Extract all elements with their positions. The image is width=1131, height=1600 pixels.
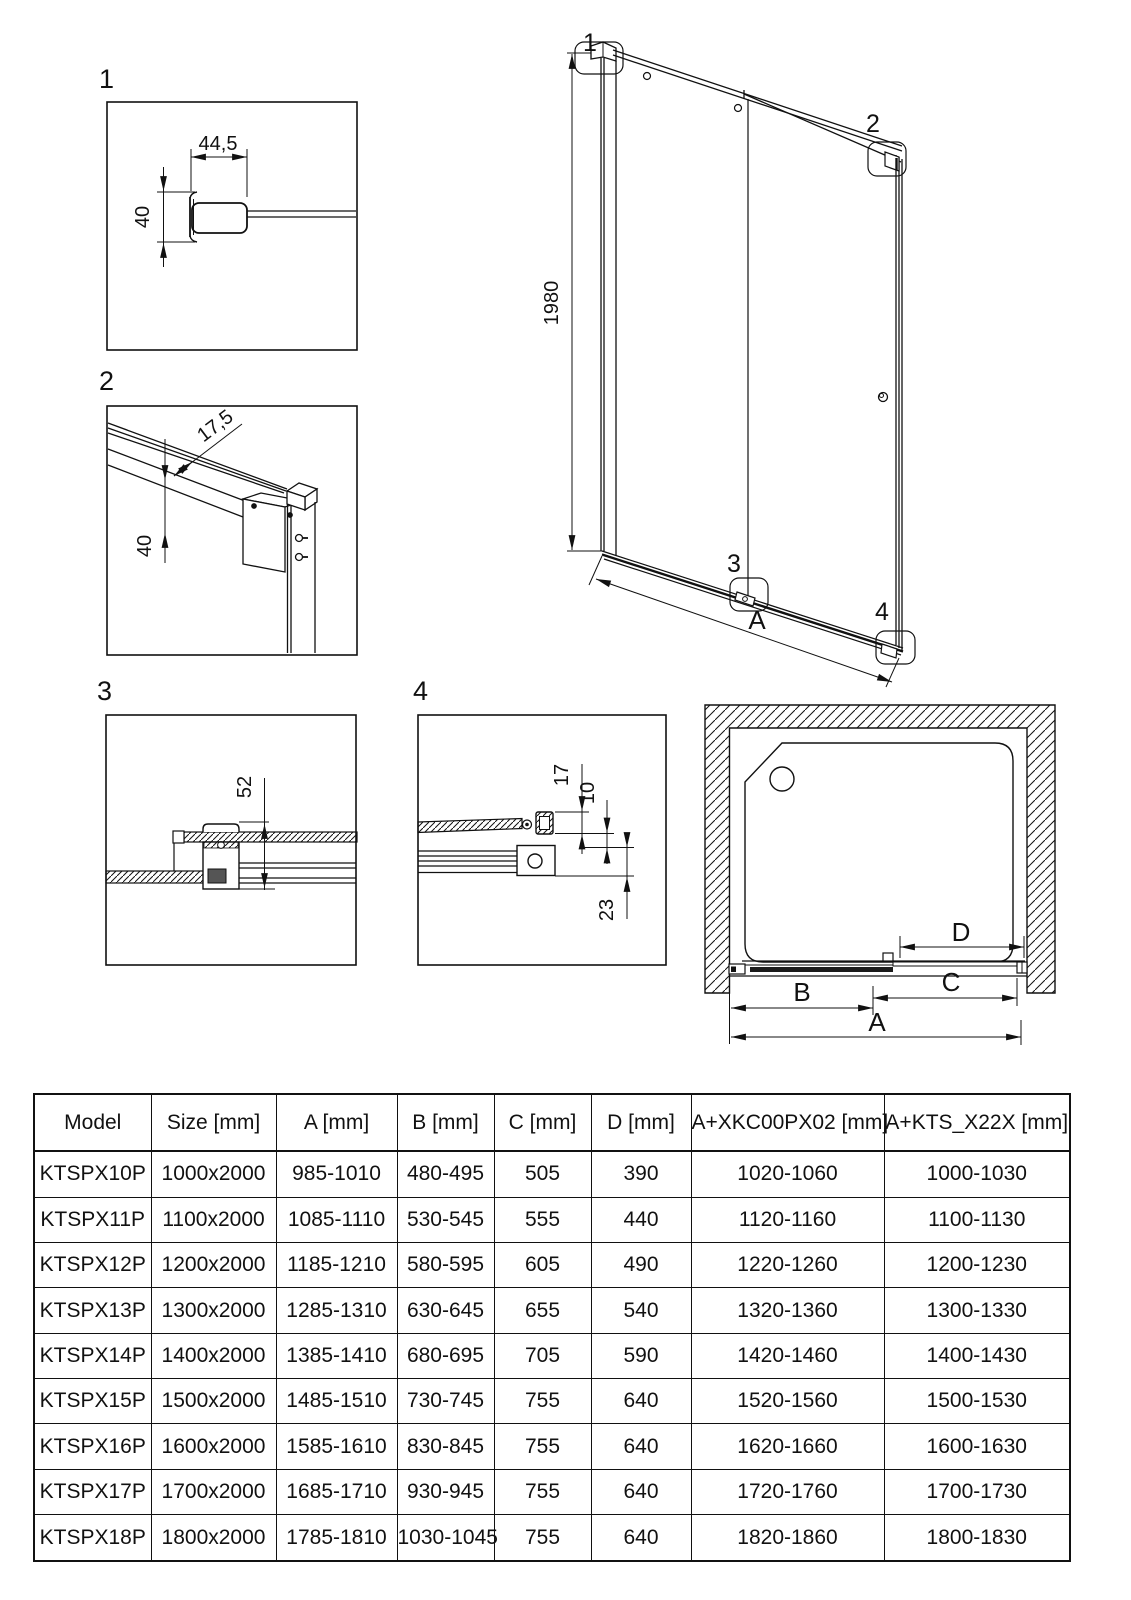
table-cell: 480-495 [397, 1151, 494, 1197]
table-cell: 755 [494, 1379, 591, 1424]
column-header: Size [mm] [151, 1094, 276, 1151]
callout-2-frame [868, 142, 906, 176]
dim-a-text: A [748, 605, 766, 635]
table-cell: 1800x2000 [151, 1515, 276, 1561]
table-cell: 1585-1610 [276, 1424, 397, 1469]
table-cell: 1485-1510 [276, 1379, 397, 1424]
table-cell: 1700-1730 [884, 1469, 1070, 1514]
dim-height-text: 40 [134, 534, 156, 558]
table-cell: 440 [591, 1197, 691, 1242]
table-cell: 1200x2000 [151, 1243, 276, 1288]
column-header: A+KTS_X22X [mm] [884, 1094, 1070, 1151]
table-cell: 640 [591, 1424, 691, 1469]
plan-view-drawing [695, 690, 1131, 1060]
detail-2-label: 2 [99, 366, 115, 396]
dim-bottom-text: 23 [596, 898, 618, 922]
spec-table-body [34, 1151, 1070, 1561]
table-cell: 640 [591, 1469, 691, 1514]
table-cell: 605 [494, 1243, 591, 1288]
table-cell: 1620-1660 [691, 1424, 884, 1469]
table-cell: 580-595 [397, 1243, 494, 1288]
dim-angle-text: 17,5 [193, 405, 238, 447]
table-cell: 1185-1210 [276, 1243, 397, 1288]
table-cell: 1820-1860 [691, 1515, 884, 1561]
table-cell: 1000-1030 [884, 1151, 1070, 1197]
table-cell: 1400-1430 [884, 1333, 1070, 1378]
detail-1-label: 1 [99, 64, 115, 94]
dim-width-text: 44,5 [198, 133, 238, 155]
column-header: Model [34, 1094, 151, 1151]
dim-a-text: A [868, 1007, 886, 1037]
table-cell: 490 [591, 1243, 691, 1288]
table-cell: 390 [591, 1151, 691, 1197]
right-wall-profile [896, 155, 902, 651]
left-wall-profile [591, 42, 616, 556]
table-cell: 555 [494, 1197, 591, 1242]
table-cell: 530-545 [397, 1197, 494, 1242]
column-header: B [mm] [397, 1094, 494, 1151]
dim-1980-text: 1980 [541, 280, 563, 326]
table-cell: 1700x2000 [151, 1469, 276, 1514]
table-cell: 1020-1060 [691, 1151, 884, 1197]
table-cell: 1685-1710 [276, 1469, 397, 1514]
table-cell: 590 [591, 1333, 691, 1378]
table-cell: 755 [494, 1424, 591, 1469]
table-cell: 1600-1630 [884, 1424, 1070, 1469]
table-cell: 1120-1160 [691, 1197, 884, 1242]
table-row [34, 1243, 1070, 1288]
door-stopper [883, 953, 893, 961]
table-cell: 755 [494, 1515, 591, 1561]
table-row [34, 1151, 1070, 1197]
detail-2-drawing [106, 405, 358, 656]
table-row [34, 1469, 1070, 1514]
table-cell: 1285-1310 [276, 1288, 397, 1333]
table-cell: 730-745 [397, 1379, 494, 1424]
table-cell: 1100x2000 [151, 1197, 276, 1242]
table-cell: 655 [494, 1288, 591, 1333]
table-cell: 1785-1810 [276, 1515, 397, 1561]
table-cell: 1220-1260 [691, 1243, 884, 1288]
roller-screw-icon [644, 73, 651, 80]
table-row [34, 1333, 1070, 1378]
dim-c-text: C [941, 967, 961, 997]
header-row [34, 1094, 1070, 1151]
table-cell: 1720-1760 [691, 1469, 884, 1514]
table-cell: 640 [591, 1515, 691, 1561]
table-cell: 1420-1460 [691, 1333, 884, 1378]
table-cell: KTSPX14P [34, 1333, 151, 1378]
dim-mid-text: 10 [577, 781, 599, 805]
table-cell: 680-695 [397, 1333, 494, 1378]
table-cell: 1400x2000 [151, 1333, 276, 1378]
table-cell: KTSPX16P [34, 1424, 151, 1469]
end-clip [173, 831, 184, 843]
table-cell: 1320-1360 [691, 1288, 884, 1333]
dim-a [589, 556, 899, 687]
table-cell: 1800-1830 [884, 1515, 1070, 1561]
table-cell: 1385-1410 [276, 1333, 397, 1378]
table-cell: KTSPX17P [34, 1469, 151, 1514]
spec-table [33, 1093, 1071, 1562]
table-cell: KTSPX15P [34, 1379, 151, 1424]
detail-3-drawing [105, 714, 357, 966]
table-cell: 1600x2000 [151, 1424, 276, 1469]
spec-table-head [34, 1094, 1070, 1151]
dim-top-text: 17 [551, 763, 573, 787]
dim-1980 [567, 53, 603, 551]
table-cell: KTSPX18P [34, 1515, 151, 1561]
detail-4-frame [418, 715, 666, 965]
roller-screw-icon [735, 105, 742, 112]
dim-b-text: B [793, 977, 811, 1007]
table-row [34, 1197, 1070, 1242]
table-row [34, 1515, 1070, 1561]
table-cell: 1100-1130 [884, 1197, 1070, 1242]
table-cell: 1030-1045 [397, 1515, 494, 1561]
column-header: A+XKC00PX02 [mm] [691, 1094, 884, 1151]
fixed-panel [893, 962, 1017, 966]
top-rail [613, 50, 902, 162]
table-cell: 640 [591, 1379, 691, 1424]
callout-2-number: 2 [866, 110, 880, 138]
table-cell: 505 [494, 1151, 591, 1197]
door-knob-icon [879, 393, 888, 402]
table-cell: 755 [494, 1469, 591, 1514]
table-row [34, 1379, 1070, 1424]
screw-icon [296, 554, 303, 561]
table-cell: 1500-1530 [884, 1379, 1070, 1424]
column-header: C [mm] [494, 1094, 591, 1151]
detail-2-frame [107, 406, 357, 655]
table-cell: 830-845 [397, 1424, 494, 1469]
table-cell: 930-945 [397, 1469, 494, 1514]
screw-icon [296, 535, 303, 542]
table-row [34, 1288, 1070, 1333]
table-cell: 540 [591, 1288, 691, 1333]
detail-4-label: 4 [413, 676, 429, 706]
callout-4-number: 4 [875, 598, 889, 626]
dim-height-text: 40 [132, 205, 154, 229]
column-header: D [mm] [591, 1094, 691, 1151]
table-cell: KTSPX11P [34, 1197, 151, 1242]
table-cell: 705 [494, 1333, 591, 1378]
table-cell: KTSPX13P [34, 1288, 151, 1333]
table-cell: 1200-1230 [884, 1243, 1070, 1288]
table-cell: 1300-1330 [884, 1288, 1070, 1333]
callout-3-number: 3 [727, 550, 741, 578]
dim-d-text: D [951, 917, 971, 947]
table-cell: KTSPX10P [34, 1151, 151, 1197]
table-cell: 1000x2000 [151, 1151, 276, 1197]
sliding-panel [750, 967, 893, 972]
dim-height-text: 52 [234, 775, 256, 799]
table-cell: 1500x2000 [151, 1379, 276, 1424]
column-header: A [mm] [276, 1094, 397, 1151]
bottom-guide [517, 846, 555, 876]
table-cell: 1520-1560 [691, 1379, 884, 1424]
table-row [34, 1424, 1070, 1469]
table-cell: 630-645 [397, 1288, 494, 1333]
door-elevation-drawing [541, 15, 917, 707]
callout-1-number: 1 [583, 29, 597, 57]
shower-tray [745, 743, 1013, 962]
drain-icon [770, 767, 794, 791]
table-cell: 1300x2000 [151, 1288, 276, 1333]
detail-4-drawing [417, 714, 667, 966]
detail-3-label: 3 [97, 676, 113, 706]
detail-1-drawing [106, 101, 358, 351]
table-cell: 985-1010 [276, 1151, 397, 1197]
table-cell: KTSPX12P [34, 1243, 151, 1288]
table-cell: 1085-1110 [276, 1197, 397, 1242]
